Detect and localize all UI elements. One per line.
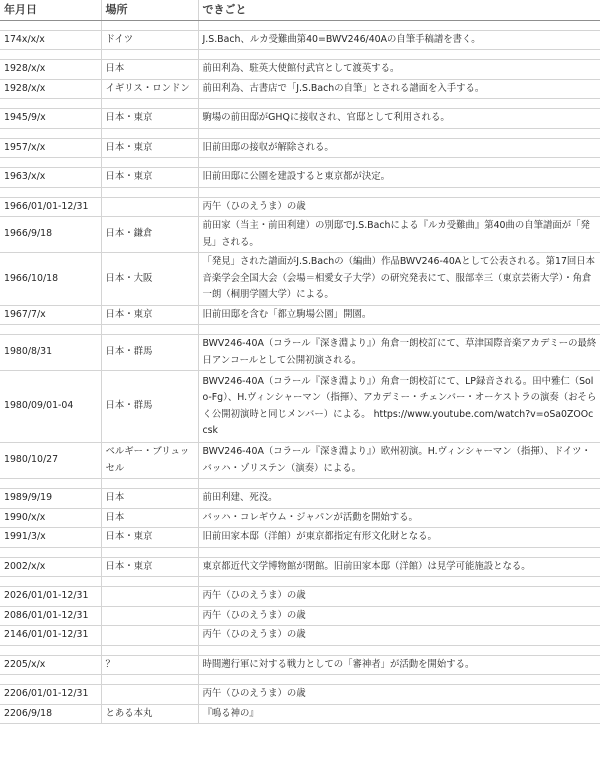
event-cell[interactable]: 東京都近代文学博物館が閉館。旧前田家本邸（洋館）は見学可能施設となる。 bbox=[198, 557, 600, 577]
event-cell[interactable]: BWV246-40A（コラール『深き淵より』）欧州初演。H.ヴィンシャーマン（指揮）、ドイツ・バッハ・ゾリステン（演奏）による。 bbox=[198, 443, 600, 479]
header-date[interactable]: 年月日 bbox=[0, 0, 101, 20]
table-row bbox=[0, 443, 600, 479]
place-cell[interactable]: イギリス・ロンドン bbox=[101, 79, 198, 99]
date-cell[interactable]: 1957/x/x bbox=[0, 138, 101, 158]
header-row bbox=[0, 0, 600, 20]
empty-row bbox=[0, 50, 600, 60]
empty-row bbox=[0, 645, 600, 655]
date-cell[interactable]: 2086/01/01-12/31 bbox=[0, 606, 101, 626]
place-cell[interactable]: 日本・群馬 bbox=[101, 335, 198, 371]
event-cell[interactable]: BWV246-40A（コラール『深き淵より』）角倉一朗校訂にて、LP録音される。田中雅仁（Solo-Fg）、H.ヴィンシャーマン（指揮）、アカデミー・チェンバー・オーケストラの演奏（おそらく公開初演時と同じメンバー）による。 https://www.youtube.com/watch?v=oSa0ZOOccsk bbox=[198, 371, 600, 443]
event-cell[interactable]: 丙午（ひのえうま）の歳 bbox=[198, 587, 600, 607]
cell[interactable] bbox=[0, 99, 101, 109]
date-cell[interactable]: 1980/10/27 bbox=[0, 443, 101, 479]
event-cell[interactable]: 前田家（当主・前田利建）の別邸でJ.S.Bachによる『ルカ受難曲』第40曲の自筆譜面が「発見」される。 bbox=[198, 217, 600, 253]
place-cell[interactable] bbox=[101, 197, 198, 217]
event-cell[interactable]: 旧前田家本邸（洋館）が東京都指定有形文化財となる。 bbox=[198, 528, 600, 548]
date-cell[interactable]: 1963/x/x bbox=[0, 168, 101, 188]
event-cell[interactable]: 丙午（ひのえうま）の歳 bbox=[198, 606, 600, 626]
place-cell[interactable]: 日本・東京 bbox=[101, 138, 198, 158]
cell[interactable] bbox=[101, 50, 198, 60]
date-cell[interactable]: 1989/9/19 bbox=[0, 489, 101, 509]
cell[interactable] bbox=[0, 645, 101, 655]
place-cell[interactable]: 日本 bbox=[101, 489, 198, 509]
header-place[interactable]: 場所 bbox=[101, 0, 198, 20]
cell[interactable] bbox=[0, 547, 101, 557]
empty-row bbox=[0, 479, 600, 489]
place-cell[interactable]: 日本・鎌倉 bbox=[101, 217, 198, 253]
date-cell[interactable]: 1966/9/18 bbox=[0, 217, 101, 253]
date-cell[interactable]: 2206/01/01-12/31 bbox=[0, 685, 101, 705]
table-row bbox=[0, 30, 600, 50]
place-cell[interactable] bbox=[101, 606, 198, 626]
cell[interactable] bbox=[101, 675, 198, 685]
date-cell[interactable]: 1966/01/01-12/31 bbox=[0, 197, 101, 217]
date-cell[interactable]: 1966/10/18 bbox=[0, 253, 101, 306]
table-row bbox=[0, 606, 600, 626]
date-cell[interactable]: 1928/x/x bbox=[0, 60, 101, 80]
header-event[interactable]: できごと bbox=[198, 0, 600, 20]
event-cell[interactable]: 旧前田邸の接収が解除される。 bbox=[198, 138, 600, 158]
place-cell[interactable]: とある本丸 bbox=[101, 704, 198, 724]
table-row bbox=[0, 489, 600, 509]
table-row bbox=[0, 704, 600, 724]
cell[interactable] bbox=[0, 187, 101, 197]
place-cell[interactable]: 日本 bbox=[101, 508, 198, 528]
table-row bbox=[0, 217, 600, 253]
event-cell[interactable]: 前田利為、古書店で「J.S.Bachの自筆」とされる譜面を入手する。 bbox=[198, 79, 600, 99]
cell[interactable] bbox=[0, 479, 101, 489]
date-cell[interactable]: 1980/09/01-04 bbox=[0, 371, 101, 443]
event-cell[interactable]: J.S.Bach、ルカ受難曲第40=BWV246/40Aの自筆手稿譜を書く。 bbox=[198, 30, 600, 50]
empty-row bbox=[0, 577, 600, 587]
place-cell[interactable]: 日本・東京 bbox=[101, 168, 198, 188]
cell[interactable] bbox=[0, 50, 101, 60]
place-cell[interactable]: 日本・大阪 bbox=[101, 253, 198, 306]
cell[interactable] bbox=[0, 577, 101, 587]
event-cell[interactable]: 駒場の前田邸がGHQに接収され、官邸として利用される。 bbox=[198, 109, 600, 129]
cell[interactable] bbox=[101, 325, 198, 335]
place-cell[interactable]: 日本・群馬 bbox=[101, 371, 198, 443]
place-cell[interactable]: 日本・東京 bbox=[101, 528, 198, 548]
table-row bbox=[0, 197, 600, 217]
event-cell[interactable]: 旧前田邸を含む「都立駒場公園」開園。 bbox=[198, 305, 600, 325]
cell[interactable] bbox=[198, 547, 600, 557]
cell[interactable] bbox=[0, 158, 101, 168]
cell[interactable] bbox=[0, 128, 101, 138]
cell[interactable] bbox=[101, 128, 198, 138]
date-cell[interactable]: 1967/7/x bbox=[0, 305, 101, 325]
table-row bbox=[0, 109, 600, 129]
table-row bbox=[0, 60, 600, 80]
table-row bbox=[0, 626, 600, 646]
event-cell[interactable]: バッハ・コレギウム・ジャパンが活動を開始する。 bbox=[198, 508, 600, 528]
cell[interactable] bbox=[0, 20, 101, 30]
table-row bbox=[0, 371, 600, 443]
cell[interactable] bbox=[198, 158, 600, 168]
place-cell[interactable]: ？ bbox=[101, 655, 198, 675]
cell[interactable] bbox=[198, 645, 600, 655]
place-cell[interactable] bbox=[101, 626, 198, 646]
cell[interactable] bbox=[0, 325, 101, 335]
cell[interactable] bbox=[198, 50, 600, 60]
place-cell[interactable] bbox=[101, 685, 198, 705]
table-row bbox=[0, 335, 600, 371]
cell[interactable] bbox=[101, 20, 198, 30]
cell[interactable] bbox=[198, 675, 600, 685]
empty-row bbox=[0, 99, 600, 109]
table-row bbox=[0, 508, 600, 528]
cell[interactable] bbox=[101, 158, 198, 168]
empty-row bbox=[0, 325, 600, 335]
date-cell[interactable]: 1990/x/x bbox=[0, 508, 101, 528]
date-cell[interactable]: 1945/9/x bbox=[0, 109, 101, 129]
cell[interactable] bbox=[101, 577, 198, 587]
event-cell[interactable]: 丙午（ひのえうま）の歳 bbox=[198, 685, 600, 705]
event-cell[interactable]: 丙午（ひのえうま）の歳 bbox=[198, 626, 600, 646]
table-row bbox=[0, 655, 600, 675]
empty-row bbox=[0, 128, 600, 138]
cell[interactable] bbox=[101, 645, 198, 655]
event-cell[interactable]: BWV246-40A（コラール『深き淵より』）角倉一朗校訂にて、草津国際音楽アカデミーの最終日アンコールとして公開初演される。 bbox=[198, 335, 600, 371]
place-cell[interactable]: 日本・東京 bbox=[101, 557, 198, 577]
cell[interactable] bbox=[101, 99, 198, 109]
place-cell[interactable]: 日本 bbox=[101, 60, 198, 80]
event-cell[interactable]: 前田利建、死没。 bbox=[198, 489, 600, 509]
table-row bbox=[0, 685, 600, 705]
empty-row bbox=[0, 547, 600, 557]
date-cell[interactable]: 2146/01/01-12/31 bbox=[0, 626, 101, 646]
table-row bbox=[0, 168, 600, 188]
cell[interactable] bbox=[198, 187, 600, 197]
cell[interactable] bbox=[101, 187, 198, 197]
table-row bbox=[0, 253, 600, 306]
place-cell[interactable] bbox=[101, 587, 198, 607]
table-row bbox=[0, 138, 600, 158]
date-cell[interactable]: 1980/8/31 bbox=[0, 335, 101, 371]
date-cell[interactable]: 2205/x/x bbox=[0, 655, 101, 675]
cell[interactable] bbox=[198, 479, 600, 489]
event-cell[interactable]: 時間遡行軍に対する戦力としての「審神者」が活動を開始する。 bbox=[198, 655, 600, 675]
place-cell[interactable]: 日本・東京 bbox=[101, 305, 198, 325]
table-row bbox=[0, 79, 600, 99]
date-cell[interactable]: 2026/01/01-12/31 bbox=[0, 587, 101, 607]
cell[interactable] bbox=[0, 675, 101, 685]
event-cell[interactable]: 旧前田邸に公園を建設すると東京都が決定。 bbox=[198, 168, 600, 188]
date-cell[interactable]: 1991/3/x bbox=[0, 528, 101, 548]
event-cell[interactable]: 丙午（ひのえうま）の歳 bbox=[198, 197, 600, 217]
empty-row bbox=[0, 187, 600, 197]
date-cell[interactable]: 2002/x/x bbox=[0, 557, 101, 577]
table-row bbox=[0, 305, 600, 325]
date-cell[interactable]: 1928/x/x bbox=[0, 79, 101, 99]
empty-row bbox=[0, 20, 600, 30]
cell[interactable] bbox=[198, 99, 600, 109]
place-cell[interactable]: 日本・東京 bbox=[101, 109, 198, 129]
event-cell[interactable]: 前田利為、駐英大使館付武官として渡英する。 bbox=[198, 60, 600, 80]
cell[interactable] bbox=[198, 20, 600, 30]
empty-row bbox=[0, 158, 600, 168]
table-row bbox=[0, 528, 600, 548]
table-row bbox=[0, 587, 600, 607]
table-row bbox=[0, 557, 600, 577]
cell[interactable] bbox=[198, 325, 600, 335]
cell[interactable] bbox=[198, 128, 600, 138]
place-cell[interactable]: ベルギー・ブリュッセル bbox=[101, 443, 198, 479]
empty-row bbox=[0, 675, 600, 685]
date-cell[interactable]: 174x/x/x bbox=[0, 30, 101, 50]
cell[interactable] bbox=[198, 577, 600, 587]
cell[interactable] bbox=[101, 479, 198, 489]
event-cell[interactable]: 『鳴る神の』 bbox=[198, 704, 600, 724]
cell[interactable] bbox=[101, 547, 198, 557]
date-cell[interactable]: 2206/9/18 bbox=[0, 704, 101, 724]
event-cell[interactable]: 「発見」された譜面がJ.S.Bachの（編曲）作品BWV246-40Aとして公表される。第17回日本音楽学会全国大会（会場＝相愛女子大学）の研究発表にて、服部幸三（東京芸術大学）・角倉一朗（桐朋学園大学）による。 bbox=[198, 253, 600, 306]
place-cell[interactable]: ドイツ bbox=[101, 30, 198, 50]
